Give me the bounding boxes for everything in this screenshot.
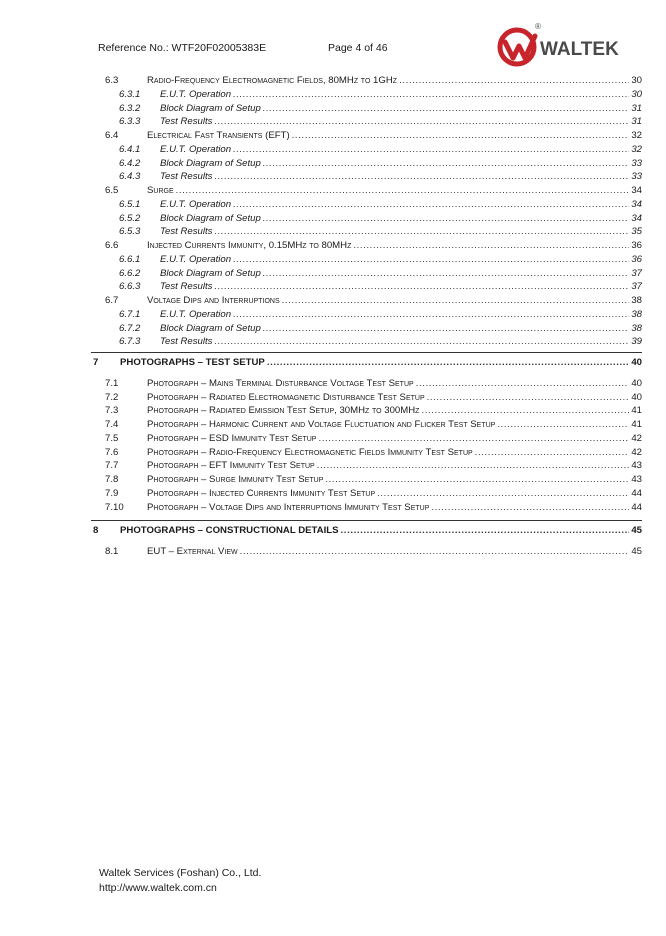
toc-leader-dots <box>233 143 629 157</box>
toc-number: 6.3.2 <box>119 102 141 114</box>
toc-leader-dots <box>233 88 629 102</box>
toc-entry <box>160 198 642 212</box>
toc-title: PHOTOGRAPHS – CONSTRUCTIONAL DETAILS <box>120 525 339 537</box>
toc-chapter[interactable] <box>0 524 666 538</box>
toc-number: 6.7.3 <box>119 336 141 348</box>
toc-number: 6.5.1 <box>119 198 141 210</box>
toc-title: Test Results <box>160 281 213 293</box>
toc-section[interactable] <box>0 74 666 88</box>
toc-leader-dots <box>421 404 629 418</box>
logo-registered-mark: ® <box>535 22 541 31</box>
toc-number: 6.7 <box>105 295 119 306</box>
toc-entry <box>160 212 642 226</box>
toc-section[interactable] <box>0 473 666 487</box>
toc-section[interactable] <box>0 459 666 473</box>
toc-entry <box>147 446 642 460</box>
toc-entry <box>147 487 642 501</box>
toc-title: E.U.T. Operation <box>160 253 232 265</box>
toc-subsection[interactable] <box>0 267 666 281</box>
toc-title: Photograph – Radio-Frequency Electromagnetic Fields Immunity Test Setup <box>147 446 473 458</box>
toc-title: Test Results <box>160 116 213 128</box>
toc-page-number: 42 <box>631 446 642 458</box>
toc-title: E.U.T. Operation <box>160 88 232 100</box>
toc-subsection[interactable] <box>0 170 666 184</box>
toc-section[interactable] <box>0 129 666 143</box>
toc-leader-dots <box>267 356 630 370</box>
toc-entry <box>147 74 642 88</box>
toc-title: Radio-Frequency Electromagnetic Fields, 80MHz to 1GHz <box>147 75 398 86</box>
toc-page-number: 38 <box>631 295 642 306</box>
toc-entry <box>147 501 642 515</box>
toc-title: Surge <box>147 185 174 196</box>
toc-number: 6.3 <box>105 75 119 86</box>
logo-wordmark: WALTEK <box>540 39 619 60</box>
toc-leader-dots <box>214 170 629 184</box>
toc-leader-dots <box>497 418 629 432</box>
toc-entry <box>160 102 642 116</box>
toc-entry <box>160 253 642 267</box>
toc-title: Photograph – Mains Terminal Disturbance Voltage Test Setup <box>147 377 414 389</box>
toc-number: 6.4.2 <box>119 157 141 169</box>
toc-page-number: 32 <box>631 130 642 141</box>
toc-number: 6.4 <box>105 130 119 141</box>
toc-leader-dots <box>317 459 630 473</box>
toc-page-number: 31 <box>631 116 642 128</box>
toc-number: 6.3.1 <box>119 88 141 100</box>
toc-leader-dots <box>427 391 630 405</box>
toc-page-number: 40 <box>631 357 642 368</box>
toc-number: 7.1 <box>105 377 119 389</box>
toc-entry <box>147 239 642 253</box>
toc-entry <box>147 473 642 487</box>
toc-page-number: 32 <box>631 143 642 155</box>
toc-subsection[interactable] <box>0 115 666 129</box>
toc-title: Photograph – Surge Immunity Test Setup <box>147 474 324 485</box>
toc-title: Photograph – Voltage Dips and Interruptions Immunity Test Setup <box>147 501 430 513</box>
toc-number: 7.10 <box>105 501 124 513</box>
toc-page-number: 40 <box>631 377 642 389</box>
toc-entry <box>160 308 642 322</box>
toc-leader-dots <box>263 212 630 226</box>
toc-leader-dots <box>282 294 630 308</box>
toc-leader-dots <box>263 322 630 336</box>
toc-leader-dots <box>475 446 630 460</box>
toc-number: 7.6 <box>105 446 119 458</box>
toc-title: Photograph – Injected Currents Immunity Test Setup <box>147 487 376 499</box>
toc-entry <box>147 404 642 418</box>
toc-page-number: 30 <box>631 88 642 100</box>
toc-number: 6.6.2 <box>119 267 141 279</box>
toc-page-number: 44 <box>631 501 642 513</box>
toc-entry <box>160 143 642 157</box>
toc-entry <box>160 267 642 281</box>
toc-number: 6.6.3 <box>119 281 141 293</box>
toc-title: Photograph – Radiated Emission Test Setup, 30MHz to 300MHz <box>147 405 420 417</box>
toc-leader-dots <box>233 198 629 212</box>
toc-entry <box>160 322 642 336</box>
company-name: Waltek Services (Foshan) Co., Ltd. <box>99 867 262 879</box>
toc-number: 6.7.2 <box>119 322 141 334</box>
toc-page-number: 41 <box>631 405 642 417</box>
toc-leader-dots <box>263 157 630 171</box>
toc-entry <box>160 157 642 171</box>
toc-subsection[interactable] <box>0 212 666 226</box>
toc-entry <box>160 88 642 102</box>
toc-number: 7 <box>93 357 99 368</box>
toc-chapter-rule <box>91 352 642 353</box>
toc-title: E.U.T. Operation <box>160 308 232 320</box>
toc-leader-dots <box>263 102 630 116</box>
toc-leader-dots <box>341 524 630 538</box>
toc-section[interactable] <box>0 487 666 501</box>
toc-number: 8 <box>93 525 99 537</box>
toc-entry <box>147 184 642 198</box>
toc-number: 6.5.3 <box>119 226 141 238</box>
toc-subsection[interactable] <box>0 198 666 212</box>
toc-section[interactable] <box>0 391 666 405</box>
toc-page-number: 44 <box>631 487 642 499</box>
toc-page-number: 45 <box>631 546 642 557</box>
toc-page-number: 35 <box>631 226 642 238</box>
toc-number: 6.5.2 <box>119 212 141 224</box>
toc-title: E.U.T. Operation <box>160 198 232 210</box>
toc-page-number: 41 <box>631 419 642 430</box>
toc-chapter-rule <box>91 520 642 521</box>
toc-title: Test Results <box>160 336 213 348</box>
toc-entry <box>160 335 642 349</box>
toc-page-number: 39 <box>631 336 642 348</box>
page-footer <box>99 866 261 896</box>
toc-entry <box>147 294 642 308</box>
toc-subsection[interactable] <box>0 143 666 157</box>
toc-page-number: 43 <box>631 460 642 472</box>
toc-entry <box>147 418 642 432</box>
toc-section[interactable] <box>0 239 666 253</box>
toc-page-number: 42 <box>631 432 642 444</box>
toc-subsection[interactable] <box>0 225 666 239</box>
toc-subsection[interactable] <box>0 157 666 171</box>
toc-title: Electrical Fast Transients (EFT) <box>147 130 290 141</box>
toc-entry <box>147 391 642 405</box>
toc-subsection[interactable] <box>0 253 666 267</box>
toc-number: 7.3 <box>105 405 119 417</box>
toc-title: Voltage Dips and Interruptions <box>147 295 280 306</box>
toc-title: Photograph – EFT Immunity Test Setup <box>147 460 315 472</box>
toc-title: Test Results <box>160 226 213 238</box>
toc-number: 7.2 <box>105 391 119 403</box>
toc-entry <box>120 524 642 538</box>
toc-page-number: 34 <box>631 212 642 224</box>
toc-leader-dots <box>263 267 630 281</box>
toc-leader-dots <box>240 545 630 559</box>
toc-leader-dots <box>399 74 629 88</box>
toc-subsection[interactable] <box>0 308 666 322</box>
toc-page-number: 40 <box>631 391 642 403</box>
toc-section[interactable] <box>0 184 666 198</box>
toc-section[interactable] <box>0 294 666 308</box>
toc-leader-dots <box>233 308 629 322</box>
toc-entry <box>147 459 642 473</box>
toc-number: 7.5 <box>105 432 119 444</box>
toc-subsection[interactable] <box>0 322 666 336</box>
toc-page-number: 38 <box>631 322 642 334</box>
company-url[interactable]: http://www.waltek.com.cn <box>99 882 217 894</box>
toc-page-number: 34 <box>631 198 642 210</box>
toc-number: 6.7.1 <box>119 308 141 320</box>
toc-section[interactable] <box>0 418 666 432</box>
toc-section[interactable] <box>0 446 666 460</box>
toc-page-number: 37 <box>631 281 642 293</box>
reference-number: Reference No.: WTF20F02005383E <box>98 42 267 54</box>
toc-title: PHOTOGRAPHS – TEST SETUP <box>120 357 265 368</box>
toc-number: 6.4.3 <box>119 171 141 183</box>
toc-entry <box>160 115 642 129</box>
toc-page-number: 31 <box>631 102 642 114</box>
toc-section[interactable] <box>0 404 666 418</box>
toc-leader-dots <box>353 239 629 253</box>
toc-title: Block Diagram of Setup <box>160 267 261 279</box>
toc-number: 8.1 <box>105 546 119 557</box>
toc-page-number: 33 <box>631 171 642 183</box>
toc-entry <box>160 225 642 239</box>
toc-title: Photograph – Harmonic Current and Voltage Fluctuation and Flicker Test Setup <box>147 419 496 430</box>
toc-number: 6.3.3 <box>119 116 141 128</box>
toc-chapter[interactable] <box>0 356 666 370</box>
toc-number: 7.9 <box>105 487 119 499</box>
toc-page-number: 33 <box>631 157 642 169</box>
toc-number: 6.5 <box>105 185 119 196</box>
toc-title: E.U.T. Operation <box>160 143 232 155</box>
toc-entry <box>160 280 642 294</box>
toc-leader-dots <box>214 335 629 349</box>
toc-leader-dots <box>377 487 629 501</box>
toc-title: EUT – External View <box>147 546 238 557</box>
toc-leader-dots <box>233 253 629 267</box>
toc-leader-dots <box>416 377 630 391</box>
page-header <box>98 22 638 72</box>
toc-leader-dots <box>214 280 629 294</box>
toc-number: 6.6 <box>105 240 119 251</box>
toc-subsection[interactable] <box>0 102 666 116</box>
toc-section[interactable] <box>0 377 666 391</box>
toc-title: Block Diagram of Setup <box>160 157 261 169</box>
toc-section[interactable] <box>0 545 666 559</box>
toc-section[interactable] <box>0 501 666 515</box>
toc-leader-dots <box>292 129 630 143</box>
toc-subsection[interactable] <box>0 280 666 294</box>
toc-subsection[interactable] <box>0 88 666 102</box>
toc-page-number: 43 <box>631 474 642 485</box>
toc-entry <box>147 129 642 143</box>
toc-page-number: 34 <box>631 185 642 196</box>
toc-leader-dots <box>176 184 630 198</box>
toc-entry <box>147 377 642 391</box>
toc-number: 7.4 <box>105 419 119 430</box>
toc-number: 6.6.1 <box>119 253 141 265</box>
toc-leader-dots <box>431 501 629 515</box>
toc-number: 7.7 <box>105 460 119 472</box>
toc-title: Block Diagram of Setup <box>160 322 261 334</box>
toc-leader-dots <box>214 115 629 129</box>
toc-title: Test Results <box>160 171 213 183</box>
toc-number: 6.4.1 <box>119 143 141 155</box>
toc-page-number: 36 <box>631 253 642 265</box>
toc-title: Injected Currents Immunity, 0.15MHz to 80MHz <box>147 240 352 251</box>
toc-leader-dots <box>214 225 629 239</box>
toc-number: 7.8 <box>105 474 119 485</box>
toc-page-number: 38 <box>631 308 642 320</box>
toc-title: Block Diagram of Setup <box>160 102 261 114</box>
toc-subsection[interactable] <box>0 335 666 349</box>
toc-entry <box>160 170 642 184</box>
page-number: Page 4 of 46 <box>328 42 388 54</box>
toc-section[interactable] <box>0 432 666 446</box>
toc-leader-dots <box>325 473 629 487</box>
waltek-logo <box>495 20 635 70</box>
toc-page-number: 37 <box>631 267 642 279</box>
toc-entry <box>147 545 642 559</box>
toc-leader-dots <box>318 432 629 446</box>
toc-title: Photograph – Radiated Electromagnetic Disturbance Test Setup <box>147 391 425 403</box>
toc-page-number: 30 <box>631 75 642 86</box>
toc-title: Block Diagram of Setup <box>160 212 261 224</box>
toc-page-number: 36 <box>631 240 642 251</box>
toc-entry <box>147 432 642 446</box>
toc-title: Photograph – ESD Immunity Test Setup <box>147 432 317 444</box>
toc-entry <box>120 356 642 370</box>
toc-page-number: 45 <box>631 525 642 537</box>
